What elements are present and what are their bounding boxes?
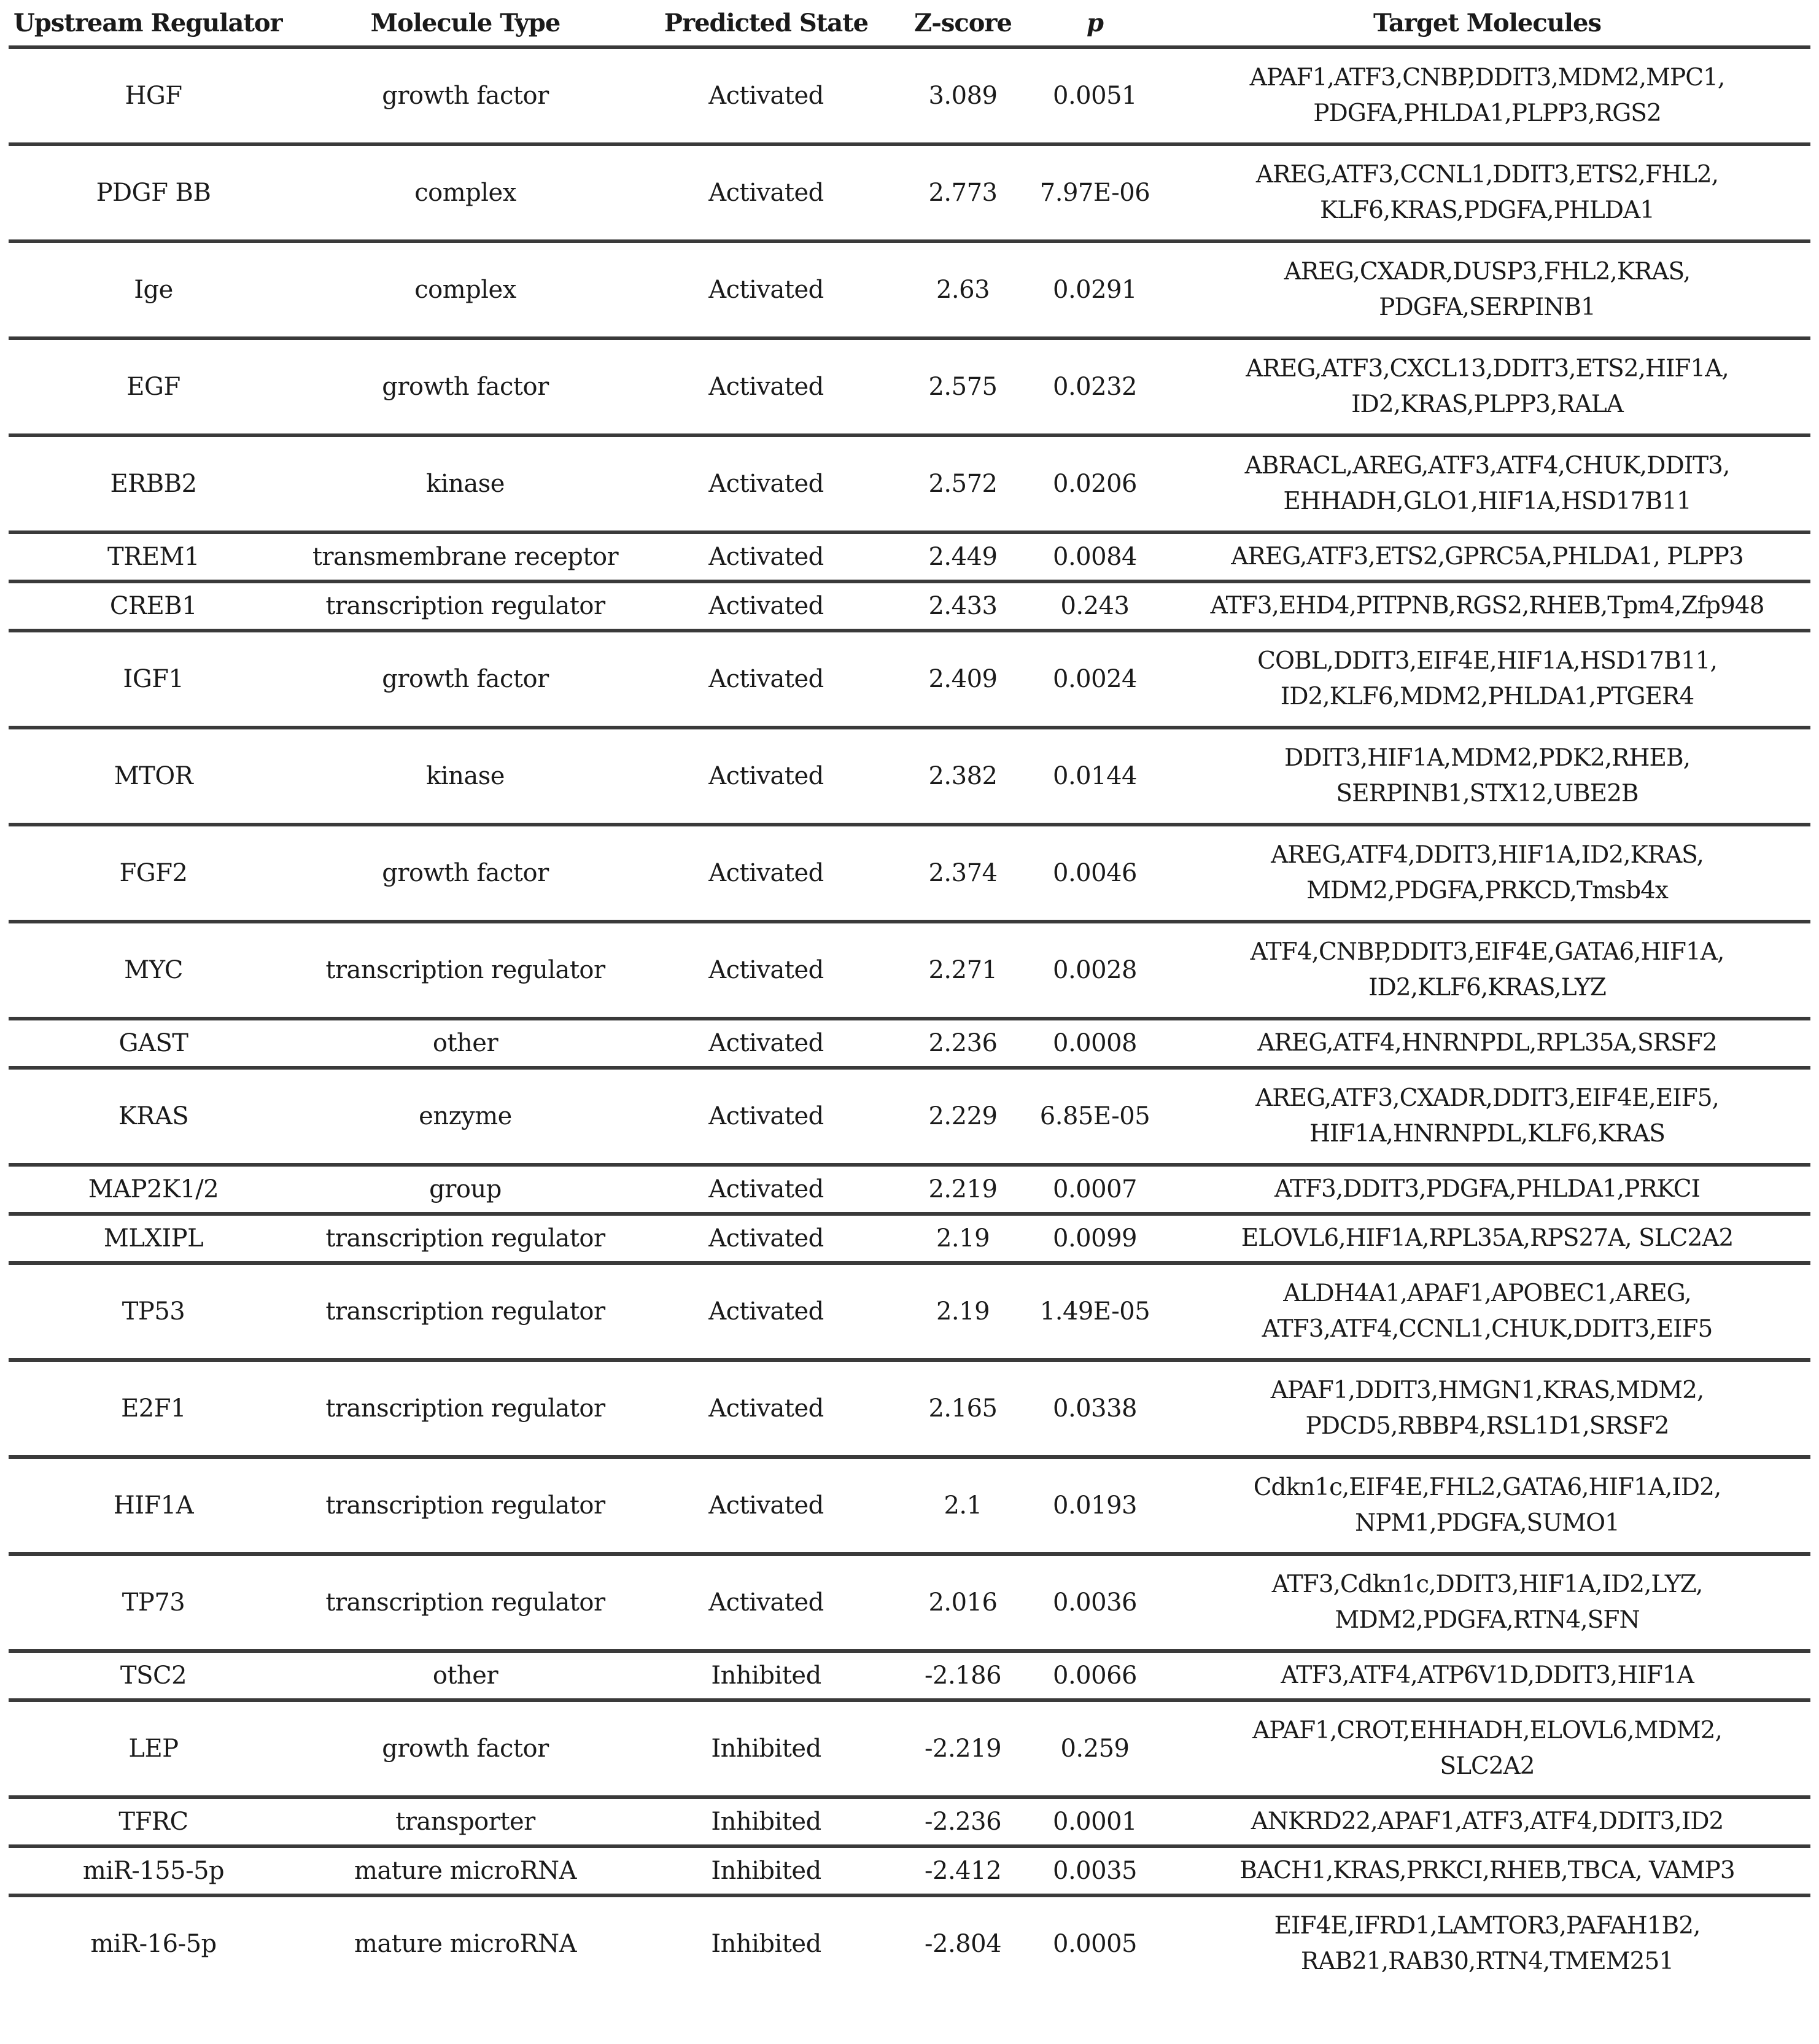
cell-upstream-regulator: EGF <box>9 338 298 435</box>
cell-molecule-type: mature microRNA <box>298 1846 632 1895</box>
table-row <box>9 241 1810 338</box>
cell-upstream-regulator: miR-155-5p <box>9 1846 298 1895</box>
target-molecules-line-1: BACH1,KRAS,PRKCI,RHEB,TBCA, VAMP3 <box>1239 1857 1735 1884</box>
target-molecules-line-2: MDM2,PDGFA,PRKCD,Tmsb4x <box>1306 877 1668 904</box>
cell-predicted-state: Activated <box>632 144 900 241</box>
cell-upstream-regulator: MAP2K1/2 <box>9 1165 298 1214</box>
cell-molecule-type: enzyme <box>298 1068 632 1165</box>
cell-p-value: 0.0008 <box>1026 1019 1164 1068</box>
table-row <box>9 1700 1810 1797</box>
cell-target-molecules <box>1164 532 1810 581</box>
cell-target-molecules <box>1164 631 1810 728</box>
cell-p-value: 0.0144 <box>1026 728 1164 825</box>
cell-z-score: 2.63 <box>900 241 1026 338</box>
cell-predicted-state: Activated <box>632 1263 900 1360</box>
table-row <box>9 47 1810 144</box>
target-molecules-line-1: APAF1,CROT,EHHADH,ELOVL6,MDM2, <box>1252 1717 1722 1744</box>
cell-target-molecules <box>1164 1700 1810 1797</box>
cell-z-score: 2.229 <box>900 1068 1026 1165</box>
cell-target-molecules <box>1164 1068 1810 1165</box>
table-row <box>9 532 1810 581</box>
cell-z-score: -2.804 <box>924 1930 1002 1958</box>
cell-molecule-type: transcription regulator <box>298 1457 632 1554</box>
cell-p-value: 0.0046 <box>1026 825 1164 922</box>
cell-upstream-regulator: Ige <box>9 241 298 338</box>
table-row <box>9 144 1810 241</box>
cell-z-score: 2.572 <box>900 435 1026 532</box>
cell-z-score: 2.219 <box>900 1165 1026 1214</box>
cell-target-molecules <box>1164 581 1810 631</box>
target-molecules-line-1: ATF3,EHD4,PITPNB,RGS2,RHEB,Tpm4,Zfp948 <box>1210 592 1764 620</box>
target-molecules-line-1: ELOVL6,HIF1A,RPL35A,RPS27A, SLC2A2 <box>1241 1224 1734 1252</box>
cell-target-molecules <box>1164 1797 1810 1846</box>
target-molecules-line-1: ATF3,Cdkn1c,DDIT3,HIF1A,ID2,LYZ, <box>1271 1571 1703 1598</box>
target-molecules-line-1: APAF1,DDIT3,HMGN1,KRAS,MDM2, <box>1270 1377 1704 1404</box>
cell-target-molecules <box>1164 922 1810 1019</box>
cell-predicted-state: Activated <box>632 338 900 435</box>
table-body <box>9 47 1810 1991</box>
target-molecules-line-2: RAB21,RAB30,RTN4,TMEM251 <box>1300 1948 1674 1975</box>
target-molecules-line-1: ATF4,CNBP,DDIT3,EIF4E,GATA6,HIF1A, <box>1250 938 1724 966</box>
header-row <box>9 0 1810 47</box>
cell-p-value: 6.85E-05 <box>1026 1068 1164 1165</box>
target-molecules-line-2: KLF6,KRAS,PDGFA,PHLDA1 <box>1320 196 1654 224</box>
target-molecules-line-2: PDGFA,SERPINB1 <box>1379 293 1596 321</box>
cell-predicted-state: Activated <box>632 631 900 728</box>
cell-molecule-type: group <box>298 1165 632 1214</box>
cell-molecule-type: growth factor <box>298 631 632 728</box>
table-row <box>9 1165 1810 1214</box>
target-molecules-line-2: PDGFA,PHLDA1,PLPP3,RGS2 <box>1313 99 1661 127</box>
cell-upstream-regulator: PDGF BB <box>9 144 298 241</box>
cell-upstream-regulator: TREM1 <box>9 532 298 581</box>
header-z-score: Z-score <box>900 0 1026 47</box>
target-molecules-line-2: EHHADH,GLO1,HIF1A,HSD17B11 <box>1283 488 1691 515</box>
cell-target-molecules <box>1164 1846 1810 1895</box>
cell-target-molecules <box>1164 1019 1810 1068</box>
header-p-value: p <box>1026 0 1164 47</box>
cell-predicted-state: Inhibited <box>632 1846 900 1895</box>
cell-upstream-regulator: ERBB2 <box>9 435 298 532</box>
header-target-molecules: Target Molecules <box>1164 0 1810 47</box>
cell-molecule-type: growth factor <box>298 825 632 922</box>
table-row <box>9 1651 1810 1700</box>
upstream-regulators-table <box>9 0 1810 1991</box>
cell-target-molecules <box>1164 1165 1810 1214</box>
cell-target-molecules <box>1164 728 1810 825</box>
cell-p-value: 0.243 <box>1026 581 1164 631</box>
cell-predicted-state: Inhibited <box>711 1930 821 1958</box>
cell-target-molecules <box>1164 1214 1810 1263</box>
header-upstream-regulator: Upstream Regulator <box>9 0 298 47</box>
cell-predicted-state: Activated <box>632 1068 900 1165</box>
cell-target-molecules <box>1164 435 1810 532</box>
target-molecules-line-1: ATF3,ATF4,ATP6V1D,DDIT3,HIF1A <box>1281 1661 1694 1689</box>
table-header <box>9 0 1810 47</box>
target-molecules-line-2: ATF3,ATF4,CCNL1,CHUK,DDIT3,EIF5 <box>1262 1315 1713 1343</box>
target-molecules-line-2: ID2,KRAS,PLPP3,RALA <box>1351 391 1623 418</box>
cell-molecule-type: kinase <box>298 435 632 532</box>
table-row <box>9 631 1810 728</box>
cell-z-score: 2.773 <box>900 144 1026 241</box>
cell-molecule-type: kinase <box>298 728 632 825</box>
cell-target-molecules <box>1164 1895 1810 1991</box>
cell-p-value: 0.0193 <box>1026 1457 1164 1554</box>
target-molecules-line-2: ID2,KLF6,KRAS,LYZ <box>1368 974 1606 1001</box>
cell-p-value: 0.0099 <box>1026 1214 1164 1263</box>
table-row <box>9 1895 1810 1991</box>
cell-predicted-state: Activated <box>632 825 900 922</box>
cell-z-score: -2.236 <box>900 1797 1026 1846</box>
cell-z-score: 3.089 <box>900 47 1026 144</box>
cell-upstream-regulator: TP73 <box>9 1554 298 1651</box>
cell-z-score: 2.449 <box>900 532 1026 581</box>
cell-molecule-type: growth factor <box>298 338 632 435</box>
cell-z-score: 2.19 <box>900 1214 1026 1263</box>
table-row <box>9 728 1810 825</box>
cell-p-value: 0.0338 <box>1026 1360 1164 1457</box>
target-molecules-line-1: Cdkn1c,EIF4E,FHL2,GATA6,HIF1A,ID2, <box>1253 1474 1721 1501</box>
cell-molecule-type: transcription regulator <box>298 1214 632 1263</box>
target-molecules-line-2: ID2,KLF6,MDM2,PHLDA1,PTGER4 <box>1280 683 1694 710</box>
cell-z-score: -2.219 <box>900 1700 1026 1797</box>
target-molecules-line-1: AREG,ATF4,HNRNPDL,RPL35A,SRSF2 <box>1257 1029 1717 1057</box>
cell-z-score: -2.412 <box>900 1846 1026 1895</box>
cell-upstream-regulator: GAST <box>9 1019 298 1068</box>
cell-upstream-regulator: TSC2 <box>9 1651 298 1700</box>
cell-predicted-state: Activated <box>632 435 900 532</box>
cell-predicted-state: Activated <box>632 1554 900 1651</box>
target-molecules-line-2: SERPINB1,STX12,UBE2B <box>1336 780 1639 807</box>
header-molecule-type: Molecule Type <box>298 0 632 47</box>
cell-molecule-type: growth factor <box>298 1700 632 1797</box>
cell-target-molecules <box>1164 1457 1810 1554</box>
table-row <box>9 1360 1810 1457</box>
table-row <box>9 1457 1810 1554</box>
cell-upstream-regulator: KRAS <box>9 1068 298 1165</box>
cell-p-value: 0.0084 <box>1026 532 1164 581</box>
table-row <box>9 1263 1810 1360</box>
cell-predicted-state: Activated <box>632 532 900 581</box>
table-row <box>9 1019 1810 1068</box>
table-row <box>9 1554 1810 1651</box>
cell-predicted-state: Activated <box>632 1360 900 1457</box>
table-row <box>9 825 1810 922</box>
table-row <box>9 1797 1810 1846</box>
target-molecules-line-1: DDIT3,HIF1A,MDM2,PDK2,RHEB, <box>1284 744 1691 772</box>
cell-p-value: 0.0036 <box>1026 1554 1164 1651</box>
cell-z-score: -2.186 <box>900 1651 1026 1700</box>
cell-p-value: 0.0001 <box>1026 1797 1164 1846</box>
cell-p-value: 0.0291 <box>1026 241 1164 338</box>
cell-p-value: 1.49E-05 <box>1026 1263 1164 1360</box>
cell-p-value: 0.0206 <box>1026 435 1164 532</box>
cell-z-score: 2.016 <box>900 1554 1026 1651</box>
cell-z-score: 2.165 <box>900 1360 1026 1457</box>
cell-molecule-type: growth factor <box>298 47 632 144</box>
cell-molecule-type: transcription regulator <box>298 1360 632 1457</box>
table-row <box>9 1068 1810 1165</box>
cell-upstream-regulator: HIF1A <box>9 1457 298 1554</box>
cell-upstream-regulator: CREB1 <box>9 581 298 631</box>
cell-upstream-regulator: TP53 <box>9 1263 298 1360</box>
cell-predicted-state: Activated <box>632 1165 900 1214</box>
cell-p-value: 0.0232 <box>1026 338 1164 435</box>
cell-predicted-state: Activated <box>632 1019 900 1068</box>
cell-p-value: 0.0007 <box>1026 1165 1164 1214</box>
cell-p-value: 0.259 <box>1026 1700 1164 1797</box>
target-molecules-line-2: PDCD5,RBBP4,RSL1D1,SRSF2 <box>1305 1412 1669 1440</box>
cell-upstream-regulator: E2F1 <box>9 1360 298 1457</box>
target-molecules-line-1: ANKRD22,APAF1,ATF3,ATF4,DDIT3,ID2 <box>1251 1808 1724 1835</box>
target-molecules-line-1: ABRACL,AREG,ATF3,ATF4,CHUK,DDIT3, <box>1244 452 1730 480</box>
cell-z-score: 2.382 <box>900 728 1026 825</box>
target-molecules-line-1: AREG,ATF3,CCNL1,DDIT3,ETS2,FHL2, <box>1255 161 1719 188</box>
cell-target-molecules <box>1164 241 1810 338</box>
cell-predicted-state: Activated <box>632 1214 900 1263</box>
cell-target-molecules <box>1164 1360 1810 1457</box>
target-molecules-line-2: HIF1A,HNRNPDL,KLF6,KRAS <box>1309 1120 1665 1148</box>
target-molecules-line-1: COBL,DDIT3,EIF4E,HIF1A,HSD17B11, <box>1257 647 1717 675</box>
table-row <box>9 435 1810 532</box>
cell-upstream-regulator: LEP <box>9 1700 298 1797</box>
target-molecules-line-1: ALDH4A1,APAF1,APOBEC1,AREG, <box>1283 1280 1691 1307</box>
cell-z-score: 2.409 <box>900 631 1026 728</box>
cell-molecule-type: transcription regulator <box>298 581 632 631</box>
cell-upstream-regulator: MTOR <box>9 728 298 825</box>
cell-z-score: 2.433 <box>900 581 1026 631</box>
target-molecules-line-1: AREG,CXADR,DUSP3,FHL2,KRAS, <box>1284 258 1691 286</box>
table-row <box>9 922 1810 1019</box>
cell-target-molecules <box>1164 1651 1810 1700</box>
cell-upstream-regulator: HGF <box>9 47 298 144</box>
cell-z-score: 2.575 <box>900 338 1026 435</box>
target-molecules-line-1: ATF3,DDIT3,PDGFA,PHLDA1,PRKCI <box>1274 1175 1701 1203</box>
table-row <box>9 1214 1810 1263</box>
cell-molecule-type: transcription regulator <box>298 1263 632 1360</box>
target-molecules-line-2: SLC2A2 <box>1440 1752 1535 1780</box>
cell-predicted-state: Inhibited <box>632 1700 900 1797</box>
cell-z-score: 2.374 <box>900 825 1026 922</box>
cell-molecule-type: other <box>298 1651 632 1700</box>
cell-upstream-regulator: TFRC <box>9 1797 298 1846</box>
cell-p-value: 0.0035 <box>1026 1846 1164 1895</box>
cell-target-molecules <box>1164 1263 1810 1360</box>
cell-target-molecules <box>1164 1554 1810 1651</box>
cell-predicted-state: Activated <box>632 241 900 338</box>
cell-target-molecules <box>1164 825 1810 922</box>
cell-upstream-regulator: MLXIPL <box>9 1214 298 1263</box>
cell-p-value: 0.0028 <box>1026 922 1164 1019</box>
cell-p-value: 0.0024 <box>1026 631 1164 728</box>
cell-target-molecules <box>1164 144 1810 241</box>
cell-upstream-regulator: MYC <box>9 922 298 1019</box>
cell-predicted-state: Activated <box>632 47 900 144</box>
cell-z-score: 2.236 <box>900 1019 1026 1068</box>
cell-z-score: 2.19 <box>900 1263 1026 1360</box>
cell-predicted-state: Activated <box>632 1457 900 1554</box>
target-molecules-line-1: AREG,ATF4,DDIT3,HIF1A,ID2,KRAS, <box>1271 841 1704 869</box>
cell-p-value: 7.97E-06 <box>1026 144 1164 241</box>
cell-predicted-state: Activated <box>632 581 900 631</box>
target-molecules-line-1: AREG,ATF3,CXCL13,DDIT3,ETS2,HIF1A, <box>1246 355 1729 383</box>
cell-molecule-type: transmembrane receptor <box>298 532 632 581</box>
target-molecules-line-1: AREG,ATF3,CXADR,DDIT3,EIF4E,EIF5, <box>1255 1084 1719 1112</box>
cell-predicted-state: Inhibited <box>632 1797 900 1846</box>
cell-predicted-state: Activated <box>632 728 900 825</box>
cell-molecule-type: other <box>298 1019 632 1068</box>
target-molecules-line-1: AREG,ATF3,ETS2,GPRC5A,PHLDA1, PLPP3 <box>1231 543 1743 570</box>
cell-z-score: 2.1 <box>900 1457 1026 1554</box>
cell-p-value: 0.0066 <box>1026 1651 1164 1700</box>
cell-molecule-type: complex <box>298 241 632 338</box>
cell-z-score: 2.271 <box>900 922 1026 1019</box>
header-predicted-state: Predicted State <box>632 0 900 47</box>
table-row <box>9 581 1810 631</box>
table-row <box>9 338 1810 435</box>
cell-molecule-type: mature microRNA <box>354 1930 576 1958</box>
cell-predicted-state: Activated <box>632 922 900 1019</box>
cell-p-value: 0.0051 <box>1026 47 1164 144</box>
cell-molecule-type: transcription regulator <box>298 922 632 1019</box>
cell-p-value: 0.0005 <box>1053 1930 1137 1958</box>
upstream-regulators-table-container <box>9 0 1810 1991</box>
cell-molecule-type: transcription regulator <box>298 1554 632 1651</box>
cell-upstream-regulator: miR-16-5p <box>90 1930 217 1958</box>
cell-target-molecules <box>1164 338 1810 435</box>
cell-molecule-type: complex <box>298 144 632 241</box>
target-molecules-line-1: APAF1,ATF3,CNBP,DDIT3,MDM2,MPC1, <box>1249 64 1725 91</box>
target-molecules-line-1: EIF4E,IFRD1,LAMTOR3,PAFAH1B2, <box>1274 1912 1701 1940</box>
cell-molecule-type: transporter <box>298 1797 632 1846</box>
target-molecules-line-2: NPM1,PDGFA,SUMO1 <box>1355 1509 1619 1537</box>
table-row <box>9 1846 1810 1895</box>
cell-target-molecules <box>1164 47 1810 144</box>
cell-upstream-regulator: IGF1 <box>9 631 298 728</box>
cell-upstream-regulator: FGF2 <box>9 825 298 922</box>
target-molecules-line-2: MDM2,PDGFA,RTN4,SFN <box>1335 1606 1640 1634</box>
cell-predicted-state: Inhibited <box>632 1651 900 1700</box>
